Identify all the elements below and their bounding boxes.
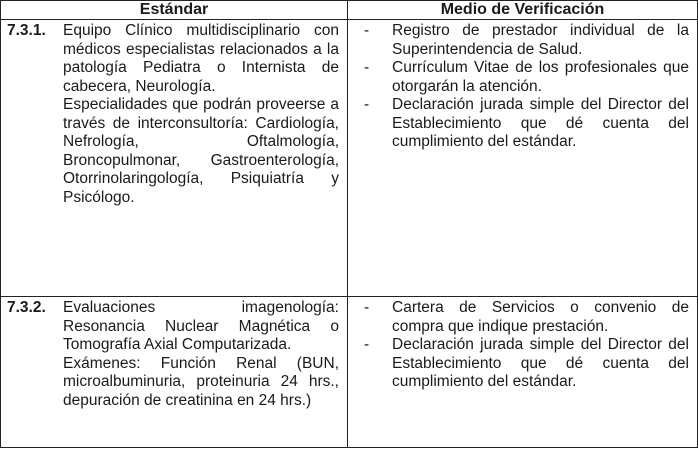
verification-cell	[348, 20, 698, 297]
verification-text: Cartera de Servicios o convenio de compra que indique prestación.	[392, 299, 689, 335]
table-header-row	[1, 1, 698, 20]
standard-text	[63, 299, 339, 410]
standard-number: 7.3.1.	[7, 22, 46, 39]
bullet-dash: -	[364, 299, 370, 316]
verification-text: Registro de prestador individual de la Superintendencia de Salud.	[392, 22, 689, 58]
verification-list	[348, 297, 697, 392]
list-item	[364, 22, 689, 59]
header-verification: Medio de Verificación	[348, 1, 698, 20]
list-item	[364, 299, 689, 336]
standard-paragraph: Equipo Clínico multidisciplinario con médicos especialistas relacionados a la patología Pediatra o Internista de cabecera, Neurología.	[63, 22, 339, 95]
verification-text: Currículum Vitae de los profesionales que otorgarán la atención.	[392, 59, 689, 95]
verification-cell	[348, 297, 698, 448]
list-item	[364, 336, 689, 392]
bullet-dash: -	[364, 59, 370, 76]
list-item	[364, 96, 689, 152]
verification-text: Declaración jurada simple del Director del Establecimiento que dé cuenta del cumplimiento del estándar.	[392, 336, 689, 390]
standard-cell	[1, 297, 348, 448]
standard-paragraph: Evaluaciones imagenología: Resonancia Nuclear Magnética o Tomografía Axial Computarizada.	[63, 299, 339, 353]
verification-list	[348, 20, 697, 152]
verification-text: Declaración jurada simple del Director del Establecimiento que dé cuenta del cumplimiento del estándar.	[392, 96, 689, 150]
header-standard: Estándar	[1, 1, 348, 20]
standard-text	[63, 22, 339, 207]
table-row	[1, 297, 698, 448]
list-item	[364, 59, 689, 96]
standard-paragraph: Exámenes: Función Renal (BUN, microalbuminuria, proteinuria 24 hrs., depuración de creatinina en 24 hrs.)	[63, 354, 339, 409]
standard-cell	[1, 20, 348, 297]
bullet-dash: -	[364, 96, 370, 113]
standard-number: 7.3.2.	[7, 299, 46, 316]
bullet-dash: -	[364, 336, 370, 353]
table-row	[1, 20, 698, 297]
standard-paragraph: Especialidades que podrán proveerse a través de interconsultoría: Cardiología, Nefrología, Oftalmología, Broncopulmonar, Gastroenterología, Otorrinolaringología, Psiquiatría y Psicólogo.	[63, 96, 339, 206]
bullet-dash: -	[364, 22, 370, 39]
